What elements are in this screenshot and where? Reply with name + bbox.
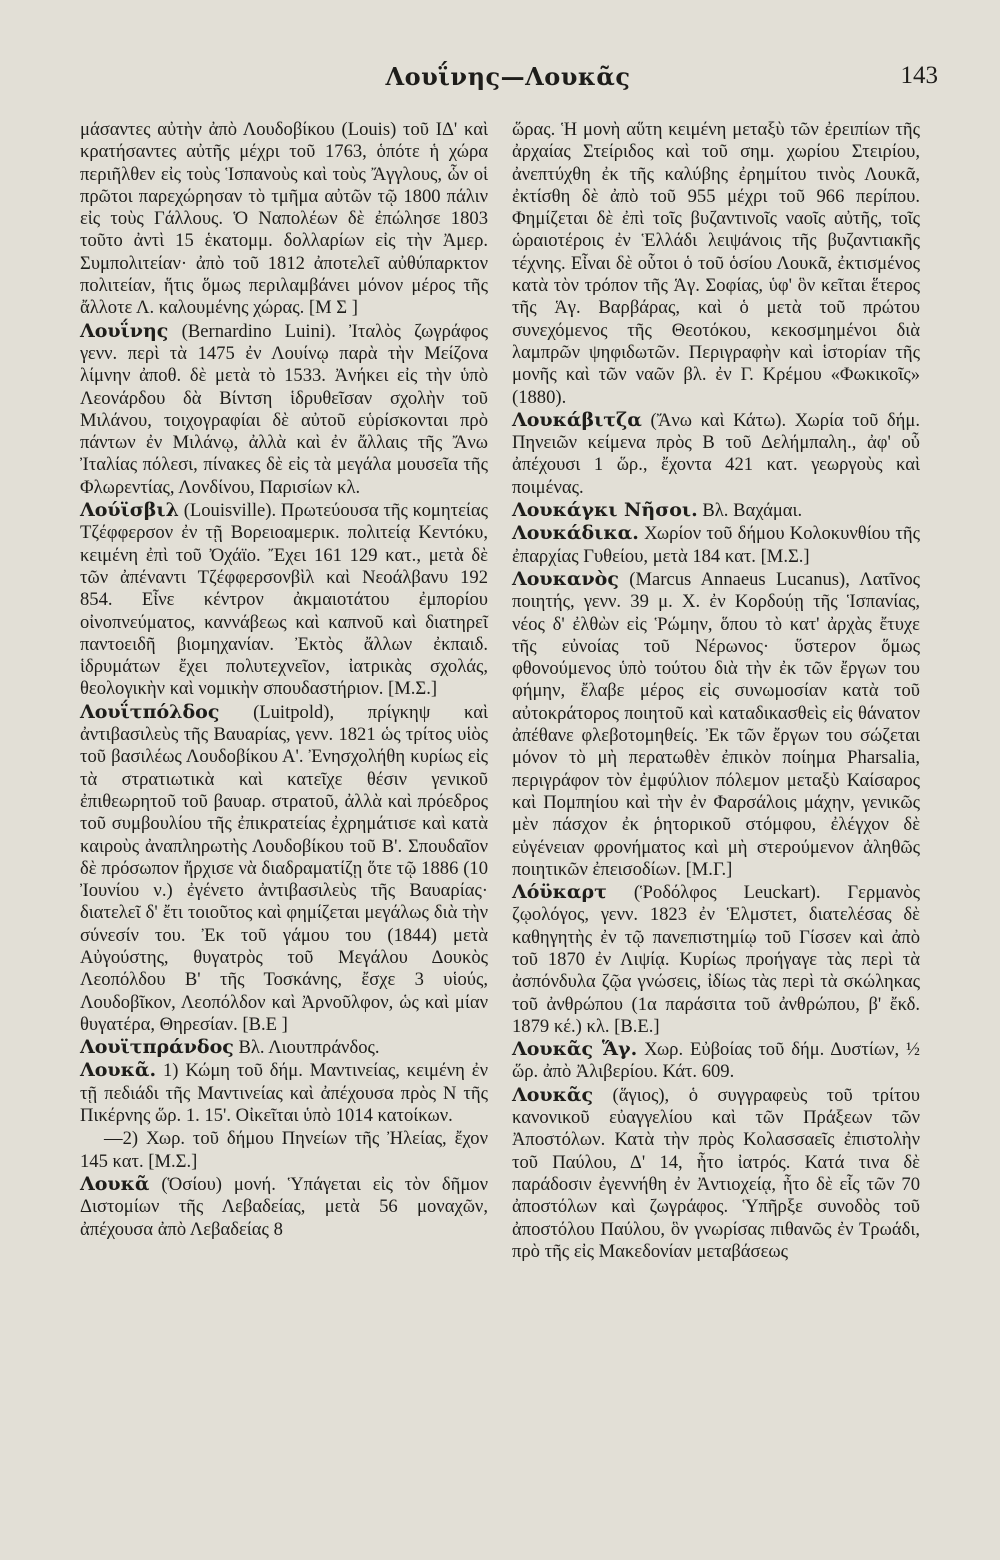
headword: Λουκᾶ. [80, 1059, 157, 1082]
running-head: Λουΐνης—Λουκᾶς [385, 62, 631, 91]
headword: Λουϊτπράνδος [80, 1036, 234, 1059]
entry-luitpold: Λουΐτπόλδος (Luitpold), πρίγκηψ καὶ ἀντιβασιλεὺς τῆς Βαυαρίας, γενν. 1821 ὡς τρίτος υἱὸς τοῦ βασιλέως Λουδοβίκου Α'. Ἐνησχολήθη κυρίως εἰς τὰ στρατιωτικὰ καὶ κατεῖχε θέσιν γενικοῦ ἐπιθεωρητοῦ τοῦ βαυαρ. στρατοῦ, ἀλλὰ καὶ πρόεδρος τοῦ συμβουλίου τῆς ἐπικρατείας ἐχρημάτισε καὶ κατὰ καιροὺς ἀναπληρωτὴς Λουδοβίκου τοῦ Β'. Σπουδαῖον δὲ πρόσωπον ἤρχισε νὰ διαδραματίζῃ ὅτε τῷ 1886 (10 Ἰουνίου ν.) ἐγένετο ἀντιβασιλεὺς τῆς Βαυαρίας· διατελεῖ δ' ἔτι τοιοῦτος καὶ φημίζεται μεγάλως διὰ τὴν σύνεσίν του. Ἐκ τοῦ γάμου του (1844) μετὰ Αὐγούστης, θυγατρὸς τοῦ Μεγάλου Δουκὸς Λεοπόλδου Β' τῆς Τοσκάνης, ἔσχε 3 υἱούς, Λουδοβῖκον, Λεοπόλδον καὶ Ἀρνοῦλφον, ὡς καὶ μίαν θυγατέρα, Θηρεσίαν. [Β.Ε ] [80, 700, 488, 1035]
entry-loukagki: Λουκάγκι Νῆσοι. Βλ. Βαχάμαι. [512, 499, 803, 522]
page-header [78, 62, 938, 102]
headword: Λουκᾶ [80, 1172, 150, 1195]
entry-loukas-agios-village: Λουκᾶς Ἅγ. Χωρ. Εὐβοίας τοῦ δήμ. Δυστίων, ½ ὥρ. ἀπὸ Ἀλιβερίου. Κάτ. 609. [512, 1038, 920, 1083]
entry-louinis: Λουΐνης (Bernardino Luini). Ἰταλὸς ζωγράφος γενν. περὶ τὰ 1475 ἐν Λουίνῳ παρὰ τὴν Μείζονα λίμνην ἀποθ. δὲ μετὰ τὸ 1533. Ἀνήκει εἰς τὴν ὑπὸ Λεονάρδου δὰ Βίντση ἱδρυθεῖσαν σχολὴν τοῦ Μιλάνου, τοιχογραφίαι δὲ αὐτοῦ εὑρίσκονται πρὸ πάντων ἐν Μιλάνῳ, ἀλλὰ καὶ ἐν ἄλλαις τῆς Ἄνω Ἰταλίας πόλεσι, πίνακες δὲ εἰς τὰ μεγάλα μουσεῖα τῆς Φλωρεντίας, Λονδίνου, Παρισίων κλ. [80, 319, 488, 498]
right-column [512, 118, 920, 1263]
headword: Λουκᾶς [512, 1083, 594, 1106]
entry-louisville: Λούϊσβιλ (Louisville). Πρωτεύουσα τῆς κομητείας Τζέφφερσον ἐν τῇ Βορειοαμερικ. πολιτείᾳ Κεντόκυ, κειμένη ἐπὶ τοῦ Ὀχάϊο. Ἔχει 161 129 κατ., μετὰ δὲ τῶν ἀπέναντι Τζέφφερσονβὶλ καὶ Νεοάλβανυ 192 854. Εἶνε κέντρον ἀκμαιοτάτου ἐμπορίου οἰνοπνεύματος, καννάβεως καὶ καπνοῦ καὶ διατηρεῖ παντοειδῆ βιομηχανίαν. Ἐκτὸς ἄλλων ἐκπαιδ. ἱδρυμάτων ἔχει πολυτεχνεῖον, ἰατρικὰς σχολάς, θεολογικὴν καὶ νομικὴν σπουδαστήριον. [Μ.Σ.] [80, 499, 488, 700]
headword: Λόϋκαρτ [512, 881, 607, 904]
entry-louka: Λουκᾶ. 1) Κώμη τοῦ δήμ. Μαντινείας, κειμένη ἐν τῇ πεδιάδι τῆς Μαντινείας καὶ ἀπέχουσα πρὸς Ν τῆς Πικέρνης ὥρ. 1. 15'. Οἰκεῖται ὑπὸ 1014 κατοίκων. [80, 1059, 488, 1127]
headword: Λούϊσβιλ [80, 499, 179, 522]
headword: Λουΐνης [80, 319, 169, 342]
page-number: 143 [900, 62, 938, 89]
entry-loukavitza: Λουκάβιτζα (Ἄνω καὶ Κάτω). Χωρία τοῦ δήμ. Πηνειῶν κείμενα πρὸς Β τοῦ Δελήμπαλη., ἀφ' οὗ ἀπέχουσι 1 ὥρ., ἔχοντα 421 κατ. γεωργοὺς καὶ ποιμένας. [512, 408, 920, 498]
headword: Λουκᾶς Ἅγ. [512, 1038, 638, 1061]
headword: Λουκάδικα. [512, 522, 639, 545]
entry-luitprandos: Λουϊτπράνδος Βλ. Λιουτπράνδος. [80, 1036, 380, 1059]
left-column [80, 118, 488, 1241]
headword: Λουκάβιτζα [512, 408, 642, 431]
entry-loukadika: Λουκάδικα. Χωρίον τοῦ δήμου Κολοκυνθίου τῆς ἐπαρχίας Γυθείου, μετὰ 184 κατ. [Μ.Σ.] [512, 522, 920, 567]
headword: Λουκάγκι Νῆσοι. [512, 499, 698, 522]
headword: Λουΐτπόλδος [80, 700, 220, 723]
entry-louka-osiou: Λουκᾶ (Ὁσίου) μονή. Ὑπάγεται εἰς τὸν δῆμον Διστομίων τῆς Λεβαδείας, μετὰ 56 μοναχῶν, ἀπέχουσα ἀπὸ Λεβαδείας 8 [80, 1172, 488, 1240]
entry-continuation: ὥρας. Ἡ μονὴ αὕτη κειμένη μεταξὺ τῶν ἐρειπίων τῆς ἀρχαίας Στείριδος καὶ τοῦ σημ. χωρίου Στειρίου, ἀνεπτύχθη ἐκ τῆς καλύβης ἐρημίτου τινὸς Λουκᾶ, ἐκτίσθη δὲ ἀπὸ τοῦ 955 μέχρι τοῦ 966 περίπου. Φημίζεται δὲ ἐπὶ τοῖς βυζαντινοῖς ναοῖς αὐτῆς, τοῖς ὡραιοτέροις ἐν Ἑλλάδι λειψάνοις τῆς βυζαντιακῆς τέχνης. Εἶναι δὲ οὗτοι ὁ τοῦ ὁσίου Λουκᾶ, ἐκτισμένος κατὰ τὸν τρόπον τῆς Ἁγ. Σοφίας, ὑφ' ὃν κεῖται ἕτερος τῆς Ἁγ. Βαρβάρας, καὶ ὁ μετὰ τοῦ πρώτου συνεχόμενος τῆς Θεοτόκου, κεκοσμημένοι διὰ λαμπρῶν ψηφιδωτῶν. Περιγραφὴν καὶ ἱστορίαν τῆς μονῆς καὶ τῶν ναῶν βλ. ἐν Γ. Κρέμου «Φωκικοῖς» (1880). [512, 119, 920, 408]
entry-loukas-agios: Λουκᾶς (ἅγιος), ὁ συγγραφεὺς τοῦ τρίτου κανονικοῦ εὐαγγελίου καὶ τῶν Πράξεων τῶν Ἀποστόλων. Κατὰ τὴν πρὸς Κολασσαεῖς ἐπιστολὴν τοῦ Παύλου, Δ' 14, ἦτο ἰατρός. Κατά τινα δὲ παράδοσιν ἐγεννήθη ἐν Ἀντιοχείᾳ, ἦτο δὲ εἷς τῶν 70 ἀποστόλων καὶ ζωγράφος. Ὑπῆρξε συνοδὸς τοῦ ἀποστόλου Παύλου, ὃν γνωρίσας πιθανῶς ἐν Τρωάδι, πρὸ τῆς εἰς Μακεδονίαν μεταβάσεως [512, 1083, 920, 1262]
headword: Λουκανὸς [512, 567, 619, 590]
entry-loukanos: Λουκανὸς (Marcus Annaeus Lucanus), Λατῖνος ποιητής, γενν. 39 μ. Χ. ἐν Κορδούῃ τῆς Ἱσπανίας, νέος δ' ἐλθὼν εἰς Ῥώμην, ὅπου τὸ κατ' ἀρχὰς ἔτυχε τῆς εὐνοίας τοῦ Νέρωνος· ὕστερον ὅμως φθονούμενος ὑπὸ τούτου διὰ τὴν ἐκ τῶν ἔργων του φήμην, ἔλαβε μέρος εἰς συνωμοσίαν κατὰ τοῦ αὐτοκράτορος ποιητοῦ καὶ καταδικασθεὶς εἰς θάνατον ἀπέθανε φλεβοτομηθείς. Ἐκ τῶν ἔργων του σώζεται μόνον τὸ μὴ περατωθὲν ἐπικὸν ποίημα Pharsalia, περιγράφον τὸν ἐμφύλιον πόλεμον μεταξὺ Καίσαρος καὶ Πομπηίου καὶ τὴν ἐν Φαρσάλοις μάχην, γενικῶς μὲν πάσχον ἐκ ῥητορικοῦ στόμφου, ἐλέγχον δὲ εὐγένειαν φρονήματος καὶ μὴ στερούμενον ἀληθῶς ποιητικῶν ἐπεισοδίων. [Μ.Γ.] [512, 567, 920, 880]
entry-continuation: μάσαντες αὐτὴν ἀπὸ Λουδοβίκου (Louis) τοῦ ΙΔ' καὶ κρατήσαντες αὐτῆς μέχρι τοῦ 1763, ὁπότε ἡ χώρα περιῆλθεν εἰς τοὺς Ἱσπανοὺς καὶ τοὺς Ἄγγλους, ὧν οἱ πρῶτοι παρεχώρησαν τὸ τμῆμα αὐτῶν τῷ 1800 πάλιν εἰς τοὺς Γάλλους. Ὁ Ναπολέων δὲ ἐπώλησε 1803 τοῦτο ἀντὶ 15 ἑκατομμ. δολλαρίων εἰς τὴν Ἀμερ. Συμπολιτείαν· ἀπὸ τοῦ 1812 ἀποτελεῖ αὐθύπαρκτον πολιτείαν, ἥτις ὅμως περιλαμβάνει μόνον μέρος τῆς ἄλλοτε Λ. καλουμένης χώρας. [Μ Σ ] [80, 119, 488, 319]
entry-leuckart: Λόϋκαρτ (Ῥοδόλφος Leuckart). Γερμανὸς ζῳολόγος, γενν. 1823 ἐν Ἑλμστετ, διατελέσας δὲ καθηγητὴς ἐν τῷ πανεπιστημίῳ τοῦ Γίσσεν καὶ ἀπὸ τοῦ 1870 ἐν Λιψίᾳ. Κυρίως προήγαγε τὰς περὶ τὰ ἀσπόνδυλα ζῷα γνώσεις, ἰδίως τὰς περὶ τὰ σκώληκας τοῦ ἀνθρώπου (1α παράσιτα τοῦ ἀνθρώπου, β' ἔκδ. 1879 κέ.) κλ. [Β.Ε.] [512, 881, 920, 1037]
entry-louka-2: —2) Χωρ. τοῦ δήμου Πηνείων τῆς Ἠλείας, ἔχον 145 κατ. [Μ.Σ.] [80, 1128, 488, 1172]
